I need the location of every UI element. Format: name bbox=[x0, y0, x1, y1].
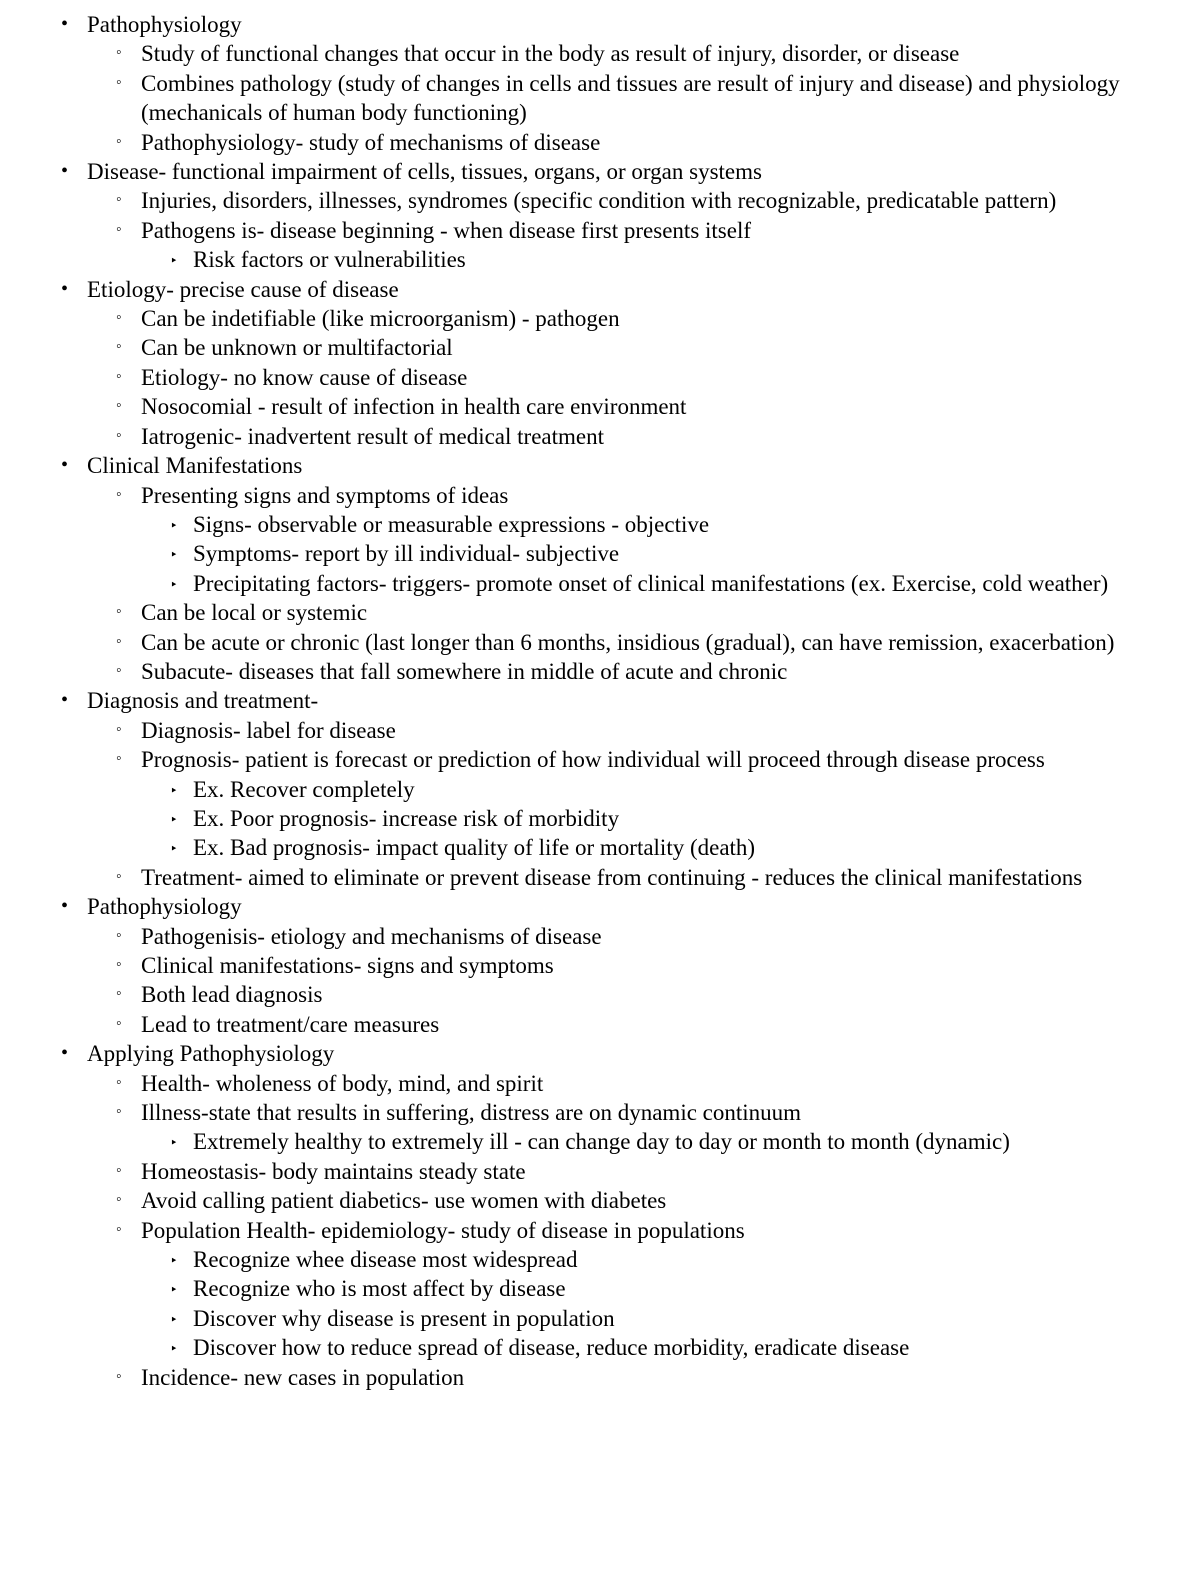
circle-bullet-icon: ◦ bbox=[116, 367, 122, 385]
outline-item-level-2 bbox=[0, 716, 1200, 745]
outline-item-level-1 bbox=[0, 686, 1200, 715]
outline-item-level-2 bbox=[0, 1186, 1200, 1215]
outline-item-text: Presenting signs and symptoms of ideas bbox=[141, 482, 509, 508]
circle-bullet-icon: ◦ bbox=[116, 191, 122, 209]
outline-item-text: Discover why disease is present in population bbox=[193, 1305, 615, 1331]
outline-item-text: Pathogens is- disease beginning - when disease first presents itself bbox=[141, 217, 752, 243]
outline-item-text: Etiology- no know cause of disease bbox=[141, 364, 468, 390]
outline-item-text: Pathophysiology- study of mechanisms of disease bbox=[141, 129, 601, 155]
outline-item-level-3 bbox=[0, 1333, 1200, 1362]
outline-item-level-2 bbox=[0, 1216, 1200, 1245]
outline-item-level-2 bbox=[0, 69, 1200, 128]
outline-item-text: Can be unknown or multifactorial bbox=[141, 335, 453, 361]
circle-bullet-icon: ◦ bbox=[116, 632, 122, 650]
triangle-bullet-icon: ‣ bbox=[170, 1253, 178, 1269]
outline-item-text: Pathophysiology bbox=[87, 12, 242, 37]
outline-item-level-2 bbox=[0, 598, 1200, 627]
circle-bullet-icon: ◦ bbox=[116, 1073, 122, 1091]
circle-bullet-icon: ◦ bbox=[116, 956, 122, 973]
outline-item-text: Illness-state that results in suffering, distress are on dynamic continuum bbox=[141, 1100, 802, 1126]
triangle-bullet-icon: ‣ bbox=[170, 576, 178, 592]
outline-item-level-2 bbox=[0, 980, 1200, 1009]
outline-item-text: Discover how to reduce spread of disease, reduce morbidity, eradicate disease bbox=[193, 1335, 910, 1361]
outline-item-level-3 bbox=[0, 539, 1200, 568]
outline-item-text: Etiology- precise cause of disease bbox=[87, 276, 399, 302]
outline-item-level-2 bbox=[0, 628, 1200, 657]
outline-item-text: Nosocomial - result of infection in health care environment bbox=[141, 394, 687, 420]
outline-item-level-3 bbox=[0, 833, 1200, 862]
outline-item-text: Combines pathology (study of changes in cells and tissues are result of injury and disease) and physiology (mechanicals of human body functioning) bbox=[141, 70, 1120, 126]
outline-item-text: Diagnosis- label for disease bbox=[141, 717, 396, 743]
outline-item-text: Study of functional changes that occur in the body as result of injury, disorder, or disease bbox=[141, 41, 960, 67]
outline-item-text: Population Health- epidemiology- study of disease in populations bbox=[141, 1217, 745, 1243]
circle-bullet-icon: ◦ bbox=[116, 985, 122, 1003]
outline-item-level-3 bbox=[0, 1127, 1200, 1156]
circle-bullet-icon: ◦ bbox=[116, 44, 122, 62]
outline-item-level-2 bbox=[0, 39, 1200, 68]
triangle-bullet-icon: ‣ bbox=[170, 782, 178, 798]
outline-item-level-3 bbox=[0, 1304, 1200, 1333]
circle-bullet-icon: ◦ bbox=[116, 603, 122, 621]
outline-item-level-2 bbox=[0, 922, 1200, 951]
outline-item-text: Avoid calling patient diabetics- use women with diabetes bbox=[141, 1188, 667, 1214]
bullet-icon: • bbox=[61, 160, 69, 183]
circle-bullet-icon: ◦ bbox=[116, 73, 122, 91]
bullet-icon: • bbox=[61, 13, 69, 35]
circle-bullet-icon: ◦ bbox=[116, 1014, 122, 1032]
outline-item-text: Pathogenisis- etiology and mechanisms of disease bbox=[141, 923, 602, 949]
triangle-bullet-icon: ‣ bbox=[170, 253, 178, 269]
outline-item-level-2 bbox=[0, 863, 1200, 892]
outline-item-level-2 bbox=[0, 392, 1200, 421]
outline-item-level-2 bbox=[0, 128, 1200, 157]
circle-bullet-icon: ◦ bbox=[116, 661, 122, 679]
triangle-bullet-icon: ‣ bbox=[170, 841, 178, 857]
circle-bullet-icon: ◦ bbox=[116, 426, 122, 444]
bullet-icon: • bbox=[61, 1042, 69, 1065]
outline-item-level-1 bbox=[0, 275, 1200, 304]
outline-item-level-2 bbox=[0, 304, 1200, 333]
outline-item-text: Injuries, disorders, illnesses, syndromes (specific condition with recognizable, predicatable pattern) bbox=[141, 188, 1057, 214]
outline-item-text: Can be local or systemic bbox=[141, 600, 368, 626]
outline-item-level-3 bbox=[0, 1245, 1200, 1274]
circle-bullet-icon: ◦ bbox=[116, 1220, 122, 1238]
triangle-bullet-icon: ‣ bbox=[170, 1282, 178, 1298]
circle-bullet-icon: ◦ bbox=[116, 1103, 122, 1121]
outline-item-text: Pathophysiology bbox=[87, 894, 242, 920]
triangle-bullet-icon: ‣ bbox=[170, 517, 178, 533]
outline-item-level-2 bbox=[0, 745, 1200, 774]
outline-item-text: Diagnosis and treatment- bbox=[87, 688, 319, 714]
outline-item-text: Clinical manifestations- signs and symptoms bbox=[141, 953, 554, 978]
outline-item-text: Both lead diagnosis bbox=[141, 982, 323, 1008]
outline-item-level-2 bbox=[0, 1010, 1200, 1039]
outline-item-level-3 bbox=[0, 804, 1200, 833]
outline-item-text: Recognize who is most affect by disease bbox=[193, 1276, 566, 1302]
outline-item-text: Ex. Poor prognosis- increase risk of morbidity bbox=[193, 805, 620, 831]
circle-bullet-icon: ◦ bbox=[116, 720, 122, 738]
outline-item-text: Risk factors or vulnerabilities bbox=[193, 247, 466, 273]
circle-bullet-icon: ◦ bbox=[116, 867, 122, 885]
outline-item-text: Disease- functional impairment of cells, tissues, organs, or organ systems bbox=[87, 159, 762, 185]
outline-item-level-2 bbox=[0, 333, 1200, 362]
outline-item-level-3 bbox=[0, 569, 1200, 598]
circle-bullet-icon: ◦ bbox=[116, 1161, 122, 1179]
bullet-icon: • bbox=[61, 277, 69, 300]
outline-item-text: Incidence- new cases in population bbox=[141, 1364, 465, 1390]
outline-item-text: Recognize whee disease most widespread bbox=[193, 1247, 578, 1273]
triangle-bullet-icon: ‣ bbox=[170, 547, 178, 563]
outline-item-level-2 bbox=[0, 363, 1200, 392]
outline-item-text: Homeostasis- body maintains steady state bbox=[141, 1158, 526, 1184]
circle-bullet-icon: ◦ bbox=[116, 220, 122, 238]
circle-bullet-icon: ◦ bbox=[116, 485, 122, 503]
outline-item-level-3 bbox=[0, 1274, 1200, 1303]
circle-bullet-icon: ◦ bbox=[116, 750, 122, 768]
outline-item-text: Can be indetifiable (like microorganism) - pathogen bbox=[141, 306, 620, 332]
outline-item-level-1 bbox=[0, 892, 1200, 921]
outline-item-level-1 bbox=[0, 157, 1200, 186]
outline-item-text: Can be acute or chronic (last longer than 6 months, insidious (gradual), can have remission, exacerbation) bbox=[141, 629, 1115, 655]
outline-item-level-2 bbox=[0, 657, 1200, 686]
outline-item-level-1 bbox=[0, 451, 1200, 480]
circle-bullet-icon: ◦ bbox=[116, 338, 122, 356]
outline-item-text: Precipitating factors- triggers- promote onset of clinical manifestations (ex. Exercise, cold weather) bbox=[193, 570, 1109, 596]
triangle-bullet-icon: ‣ bbox=[170, 1311, 178, 1327]
circle-bullet-icon: ◦ bbox=[116, 309, 122, 327]
circle-bullet-icon: ◦ bbox=[116, 132, 122, 150]
triangle-bullet-icon: ‣ bbox=[170, 811, 178, 827]
bullet-icon: • bbox=[61, 689, 69, 712]
outline-item-level-3 bbox=[0, 510, 1200, 539]
outline-item-text: Ex. Bad prognosis- impact quality of life or mortality (death) bbox=[193, 835, 756, 861]
bullet-icon: • bbox=[61, 454, 69, 477]
outline-item-level-3 bbox=[0, 775, 1200, 804]
outline-item-level-2 bbox=[0, 481, 1200, 510]
bullet-icon: • bbox=[61, 895, 69, 918]
outline-item-level-2 bbox=[0, 1157, 1200, 1186]
outline-item-text: Signs- observable or measurable expressions - objective bbox=[193, 511, 710, 537]
circle-bullet-icon: ◦ bbox=[116, 926, 122, 944]
outline-item-level-2 bbox=[0, 1098, 1200, 1127]
outline-item-text: Extremely healthy to extremely ill - can change day to day or month to month (dynamic) bbox=[193, 1129, 1010, 1155]
outline-item-level-1 bbox=[0, 10, 1200, 39]
outline-item-text: Applying Pathophysiology bbox=[87, 1041, 335, 1067]
outline-item-text: Subacute- diseases that fall somewhere in middle of acute and chronic bbox=[141, 658, 788, 684]
triangle-bullet-icon: ‣ bbox=[170, 1341, 178, 1357]
outline-item-text: Iatrogenic- inadvertent result of medical treatment bbox=[141, 423, 604, 449]
outline-item-text: Treatment- aimed to eliminate or prevent disease from continuing - reduces the clinical manifestations bbox=[141, 864, 1083, 890]
triangle-bullet-icon: ‣ bbox=[170, 1135, 178, 1151]
outline-item-text: Ex. Recover completely bbox=[193, 776, 415, 802]
outline-item-level-2 bbox=[0, 1069, 1200, 1098]
circle-bullet-icon: ◦ bbox=[116, 1367, 122, 1385]
outline-item-level-2 bbox=[0, 951, 1200, 980]
outline-item-text: Health- wholeness of body, mind, and spirit bbox=[141, 1070, 544, 1096]
outline-item-level-3 bbox=[0, 245, 1200, 274]
outline-item-text: Lead to treatment/care measures bbox=[141, 1011, 440, 1037]
circle-bullet-icon: ◦ bbox=[116, 1191, 122, 1209]
outline-item-text: Clinical Manifestations bbox=[87, 453, 303, 479]
outline-item-text: Symptoms- report by ill individual- subjective bbox=[193, 541, 620, 567]
outline-item-level-2 bbox=[0, 422, 1200, 451]
outline-item-level-1 bbox=[0, 1039, 1200, 1068]
circle-bullet-icon: ◦ bbox=[116, 397, 122, 415]
outline-item-text: Prognosis- patient is forecast or prediction of how individual will proceed through disease process bbox=[141, 747, 1045, 773]
outline-item-level-2 bbox=[0, 1363, 1200, 1392]
outline-item-level-2 bbox=[0, 186, 1200, 215]
outline-list bbox=[0, 10, 1200, 1392]
outline-item-level-2 bbox=[0, 216, 1200, 245]
